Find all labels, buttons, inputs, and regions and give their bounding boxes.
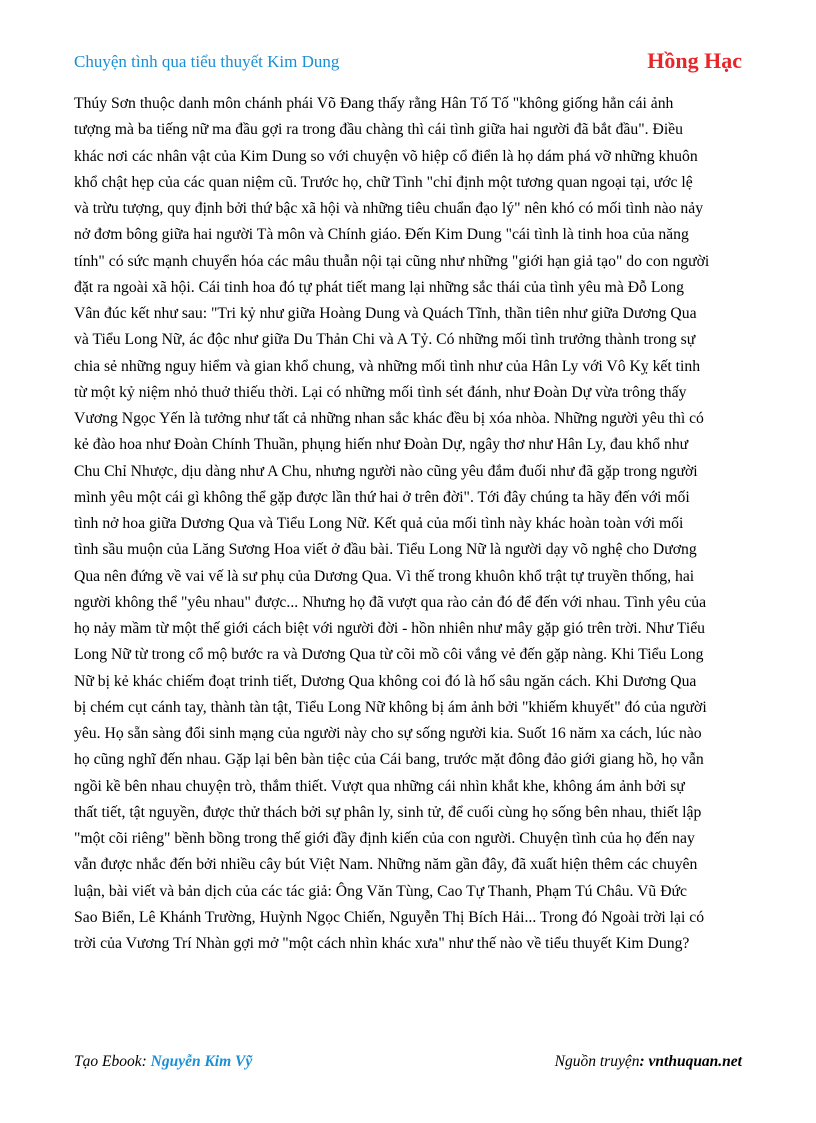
body-line: và Tiểu Long Nữ, ác độc như giữa Du Thản Chi và A Tỷ. Có những mối tình trưởng thành trong sự [74, 331, 696, 349]
body-line: kẻ đào hoa như Đoàn Chính Thuần, phụng hiến như Đoàn Dự, ngây thơ như Hân Ly, đau khổ như [74, 436, 689, 454]
body-line: từ một kỷ niệm nhỏ thuở thiếu thời. Lại có những mối tình sét đánh, như Đoàn Dự vừa trông thấy [74, 383, 687, 401]
body-line: tình sầu muộn của Lăng Sương Hoa viết ở đầu bài. Tiểu Long Nữ là người dạy võ nghệ cho Dương [74, 541, 697, 559]
body-line: Vân đúc kết như sau: "Tri kỷ như giữa Hoàng Dung và Quách Tĩnh, thần tiên như giữa Dương Qua [74, 305, 697, 322]
ebook-creator-name: Nguyễn Kim Vỹ [150, 1053, 253, 1070]
body-line: Sao Biển, Lê Khánh Trường, Huỳnh Ngọc Chiến, Nguyễn Thị Bích Hải... Trong đó Ngoài trời lại có [74, 908, 705, 926]
body-line: bị chém cụt cánh tay, thành tàn tật, Tiểu Long Nữ không bị ám ảnh bởi "khiếm khuyết" đó của người [74, 698, 707, 716]
body-line: vẫn được nhắc đến bởi nhiều cây bút Việt Nam. Những năm gần đây, đã xuất hiện thêm các chuyên [74, 856, 698, 874]
ebook-label: Tạo Ebook [74, 1053, 142, 1070]
page-footer [74, 1053, 742, 1077]
body-line: ngồi kề bên nhau chuyện trò, thắm thiết. Vượt qua những cái nhìn khắt khe, không ám ảnh bởi sự [74, 777, 685, 795]
body-line: họ nảy mầm từ một thế giới cách biệt với người đời - hồn nhiên như mây gặp gió trên trời. Như Tiểu [74, 620, 706, 637]
body-line: nở đơm bông giữa hai người Tà môn và Chính giáo. Đến Kim Dung "cái tình là tinh hoa của năng [74, 226, 689, 244]
ebook-colon: : [141, 1053, 151, 1070]
body-line: tình nở hoa giữa Dương Qua và Tiểu Long Nữ. Kết quả của mối tình này khác hoàn toàn với mối [74, 515, 684, 532]
body-line: Vương Ngọc Yến là tưởng như tất cả những nhan sắc khác đều bị xóa nhòa. Những người yêu thì có [74, 410, 704, 427]
body-line: luận, bài viết và bản dịch của các tác giả: Ông Văn Tùng, Cao Tự Thanh, Phạm Tú Châu. Vũ Đức [74, 882, 687, 900]
body-line: mình yêu một cái gì không thể gặp được lần thứ hai ở trên đời". Tới đây chúng ta hãy đến với mối [74, 488, 690, 506]
body-line: họ cũng nghĩ đến nhau. Gặp lại bên bàn tiệc của Cái bang, trước mặt đông đảo giới giang hồ, họ vẫn [74, 751, 704, 769]
page-header [74, 48, 742, 78]
body-line: đặt ra ngoài xã hội. Cái tinh hoa đó tự phát tiết mang lại những sắc thái của tình yêu mà Đỗ Long [74, 278, 684, 296]
source-site: vnthuquan.net [648, 1053, 742, 1070]
body-line: Chu Chỉ Nhược, dịu dàng như A Chu, nhưng người nào cũng yêu đắm đuối như đã gặp trong người [74, 462, 698, 480]
ebook-credit [74, 1053, 252, 1071]
body-line: chia sẻ những nguy hiểm và gian khổ chung, và những mối tình như của Hân Ly với Vô Kỵ kết tinh [74, 357, 701, 375]
source-credit [555, 1053, 742, 1071]
body-line: Qua nên đứng về vai vế là sư phụ của Dương Qua. Vì thế trong khuôn khổ trật tự truyền thống, hai [74, 567, 695, 585]
body-line: và trừu tượng, quy định bởi thứ bậc xã hội và những tiêu chuẩn đạo lý" nên khó có mối tình nào nảy [74, 200, 704, 217]
body-line: khác nơi các nhân vật của Kim Dung so với chuyện võ hiệp cổ điển là họ dám phá vỡ những khuôn [74, 147, 698, 165]
body-line: yêu. Họ sẵn sàng đổi sinh mạng của người này cho sự sống người kia. Suốt 16 năm xa cách, lúc nào [74, 725, 702, 742]
body-text [74, 91, 745, 957]
body-line: Long Nữ từ trong cổ mộ bước ra và Dương Qua từ cõi mồ côi vắng vẻ đến gặp nàng. Khi Tiểu Long [74, 646, 704, 664]
body-line: "một cõi riêng" bềnh bồng trong thế giới đầy định kiến của con người. Chuyện tình của họ đến nay [74, 830, 695, 847]
body-line: trời của Vương Trí Nhàn gợi mở "một cách nhìn khác xưa" như thế nào về tiểu thuyết Kim Dung? [74, 935, 690, 952]
body-line: người không thể "yêu nhau" được... Nhưng họ đã vượt qua rào cản đó để đến với nhau. Tình yêu của [74, 593, 707, 611]
source-label: Nguồn truyện [554, 1053, 640, 1070]
author-name: Hồng Hạc [647, 48, 742, 73]
body-line: thất tiết, tật nguyền, được thử thách bởi sự phân ly, sinh tử, để cuối cùng họ sống bên nhau, thiết lập [74, 803, 702, 821]
body-line: Thúy Sơn thuộc danh môn chánh phái Võ Đang thấy rằng Hân Tố Tố "không giống hẳn cái ảnh [74, 95, 674, 112]
body-line: tượng mà ba tiếng nữ ma đầu gợi ra trong đầu chàng thì cái tình giữa hai người đã bắt đầu". Điều [74, 121, 683, 139]
body-line: Nữ bị kẻ khác chiếm đoạt trinh tiết, Dương Qua không coi đó là hố sâu ngăn cách. Khi Dương Qua [74, 672, 697, 690]
source-colon: : [639, 1053, 649, 1070]
body-line: tính" có sức mạnh chuyển hóa các mâu thuẫn nội tại cũng như những "giới hạn giả tạo" do con người [74, 252, 710, 270]
book-title: Chuyện tình qua tiểu thuyết Kim Dung [74, 52, 340, 71]
body-line: khổ chật hẹp của các quan niệm cũ. Trước họ, chữ Tình "chỉ định một tương quan ngoại tại, ước lệ [74, 173, 693, 191]
